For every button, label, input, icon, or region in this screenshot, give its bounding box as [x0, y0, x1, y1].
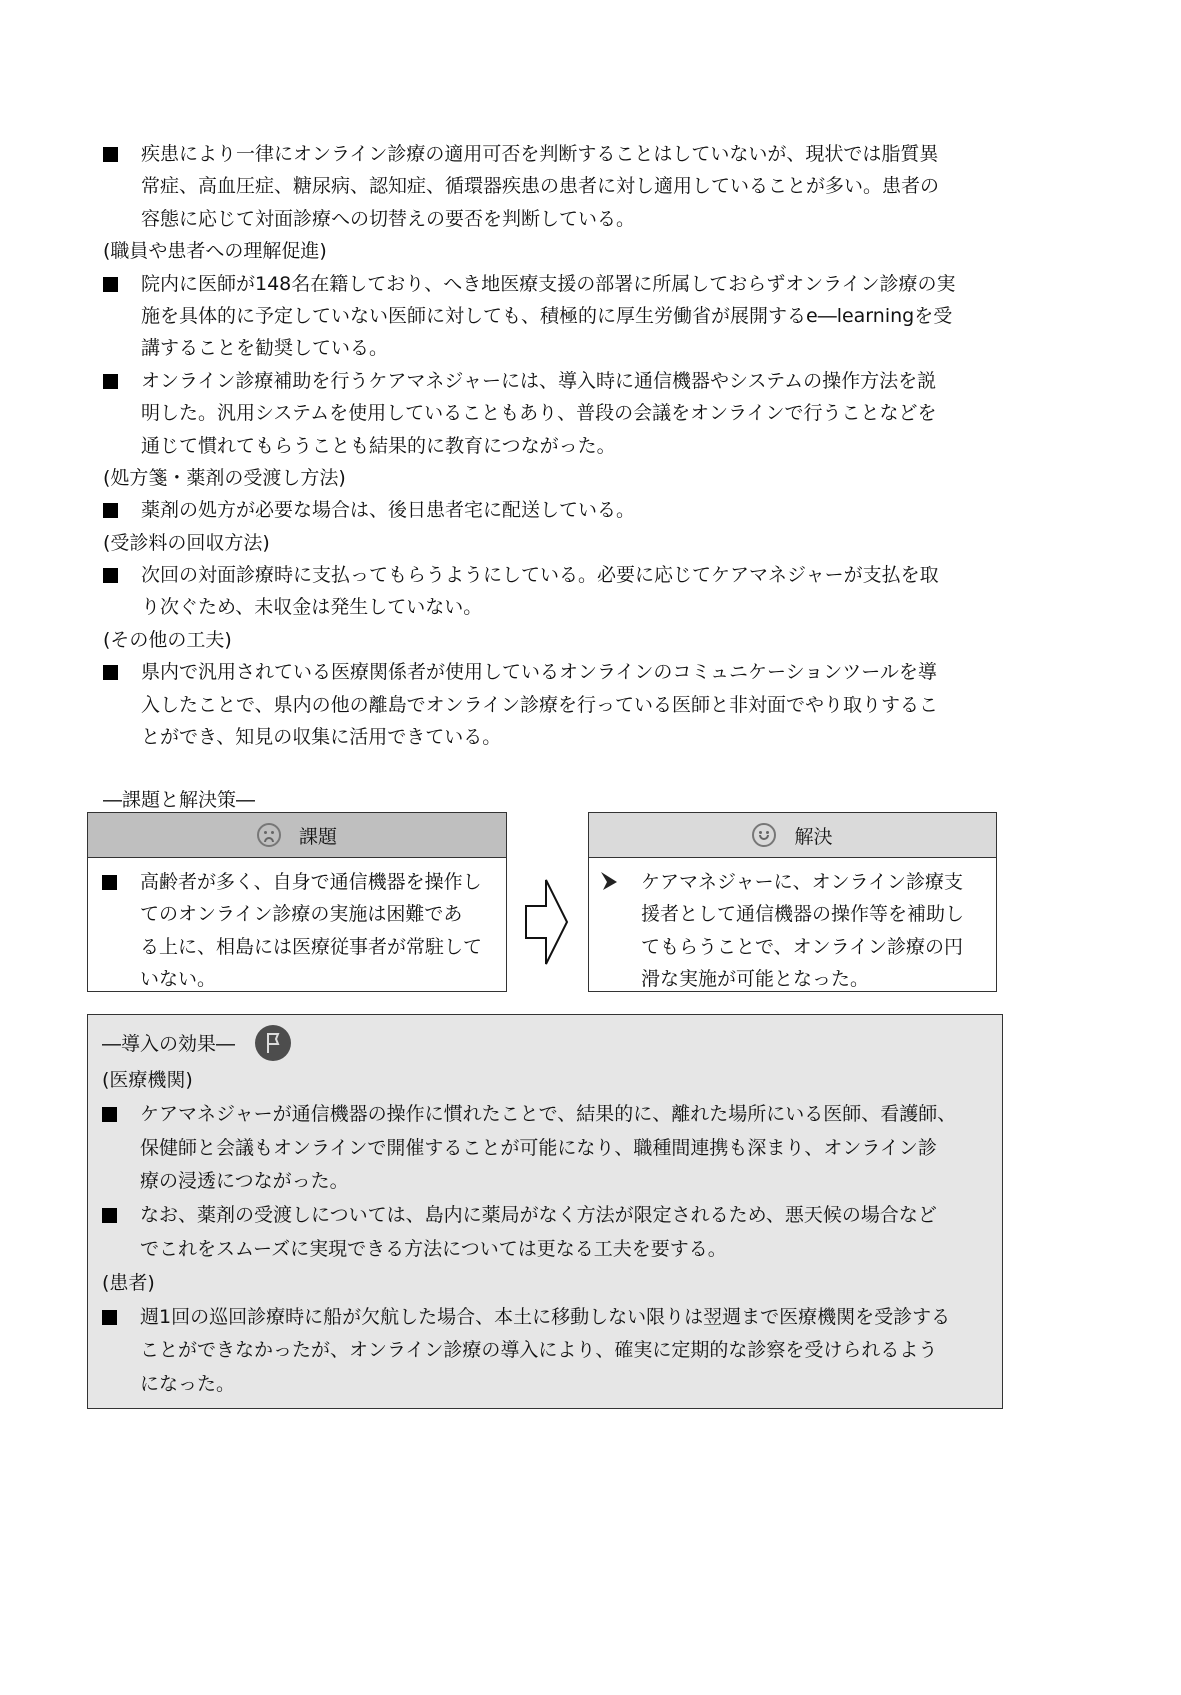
bullet-item-line: [103, 397, 1003, 429]
effect-body: [102, 1064, 956, 1402]
line-text: になった。: [140, 1373, 236, 1396]
sad-face-icon: [257, 823, 281, 847]
bullet-item-line: [102, 1132, 956, 1166]
line-text: 通じて慣れてもらうことも結果的に教育につながった。: [141, 434, 616, 457]
bullet-item-line: [103, 721, 1003, 753]
square-bullet-icon: [102, 875, 117, 890]
square-bullet-icon: [103, 147, 118, 162]
line-text: てのオンライン診療の実施は困難であ: [140, 903, 463, 926]
bullet-item-line: [103, 268, 1003, 300]
effect-title-row: [102, 1024, 956, 1064]
line-text: (受診料の回収方法): [103, 531, 270, 554]
box-line: [102, 963, 506, 995]
bullet-item-line: [103, 332, 1003, 364]
square-bullet-icon: [103, 503, 118, 518]
line-text: 滑な実施が可能となった。: [641, 968, 870, 991]
line-text: 薬剤の処方が必要な場合は、後日患者宅に配送している。: [141, 499, 636, 522]
line-text: 疾患により一律にオンライン診療の適用可否を判断することはしていないが、現状では脂質異: [141, 143, 939, 165]
line-text: り次ぐため、未収金は発生していない。: [141, 596, 483, 619]
line-text: る上に、相島には医療従事者が常駐して: [140, 935, 483, 958]
line-text: 入したことで、県内の他の離島でオンライン診療を行っている医師と非対面でやり取りするこ: [141, 693, 939, 716]
line-text: ケアマネジャーが通信機器の操作に慣れたことで、結果的に、離れた場所にいる医師、看護師、: [140, 1102, 957, 1125]
bullet-item-line: [103, 494, 1003, 526]
main-content: [103, 138, 1003, 753]
solution-body: [589, 858, 996, 996]
bullet-item-line: [103, 203, 1003, 235]
line-text: (その他の工夫): [103, 628, 232, 651]
line-text: 援者として通信機器の操作等を補助し: [641, 903, 965, 926]
line-text: いない。: [140, 968, 217, 991]
line-text: (職員や患者への理解促進): [103, 240, 327, 263]
solution-header-label: 解決: [794, 825, 833, 848]
line-text: 施を具体的に予定していない医師に対しても、積極的に厚生労働省が展開するe―learningを受: [141, 304, 953, 327]
line-text: とができ、知見の収集に活用できている。: [141, 726, 502, 749]
line-text: てもらうことで、オンライン診療の円: [641, 935, 964, 958]
box-line: [102, 931, 506, 963]
subsection-heading: [103, 624, 1003, 656]
line-text: 院内に医師が148名在籍しており、へき地医療支援の部署に所属しておらずオンライン診療の実: [141, 272, 956, 295]
box-line: [102, 898, 506, 930]
line-text: 容態に応じて対面診療への切替えの要否を判断している。: [141, 207, 636, 230]
bullet-item-line: [103, 689, 1003, 721]
solution-header: [589, 813, 996, 858]
box-line: [603, 898, 996, 930]
bullet-item-line: [103, 300, 1003, 332]
bullet-item-line: [103, 559, 1003, 591]
subsection-heading: [102, 1064, 956, 1098]
line-text: ケアマネジャーに、オンライン診療支: [641, 871, 964, 893]
box-line: [603, 963, 996, 995]
bullet-item-line: [103, 656, 1003, 688]
bullet-item-line: [103, 430, 1003, 462]
line-text: ことができなかったが、オンライン診療の導入により、確実に定期的な診察を受けられるよう: [140, 1339, 938, 1362]
effect-title: ―導入の効果―: [102, 1033, 236, 1055]
box-line: [603, 931, 996, 963]
solution-box: [588, 812, 997, 992]
bullet-item-line: [103, 365, 1003, 397]
line-text: 講することを勧奨している。: [141, 337, 389, 360]
line-text: 県内で汎用されている医療関係者が使用しているオンラインのコミュニケーションツールを導: [141, 661, 937, 684]
bullet-item-line: [103, 138, 1003, 170]
bullet-item-line: [102, 1199, 956, 1233]
issue-box: [87, 812, 507, 992]
box-line: [102, 866, 506, 898]
bullet-item-line: [102, 1165, 956, 1199]
line-text: なお、薬剤の受渡しについては、島内に薬局がなく方法が限定されるため、悪天候の場合など: [140, 1204, 937, 1227]
bullet-item-line: [102, 1233, 956, 1267]
square-bullet-icon: [103, 374, 118, 389]
issue-body: [88, 858, 506, 996]
bullet-item-line: [102, 1098, 956, 1132]
square-bullet-icon: [102, 1310, 117, 1325]
bullet-item-line: [102, 1334, 956, 1368]
square-bullet-icon: [102, 1208, 117, 1223]
smiley-face-icon: [752, 823, 776, 847]
line-text: 保健師と会議もオンラインで開催することが可能になり、職種間連携も深まり、オンライン診: [140, 1136, 937, 1159]
square-bullet-icon: [103, 665, 118, 680]
bullet-item-line: [103, 170, 1003, 202]
square-bullet-icon: [103, 568, 118, 583]
flag-icon: [255, 1025, 291, 1061]
line-text: 高齢者が多く、自身で通信機器を操作し: [140, 871, 482, 893]
square-bullet-icon: [102, 1107, 117, 1122]
line-text: でこれをスムーズに実現できる方法については更なる工夫を要する。: [140, 1237, 727, 1260]
line-text: 療の浸透につながった。: [140, 1170, 349, 1193]
bullet-item-line: [102, 1368, 956, 1402]
box-line: [603, 866, 996, 898]
line-text: 次回の対面診療時に支払ってもらうようにしている。必要に応じてケアマネジャーが支払を取: [141, 564, 939, 587]
line-text: (患者): [102, 1271, 155, 1294]
line-text: (処方箋・薬剤の受渡し方法): [103, 466, 346, 489]
subsection-heading: [103, 462, 1003, 494]
subsection-heading: [102, 1267, 956, 1301]
square-bullet-icon: [103, 277, 118, 292]
bullet-item-line: [102, 1301, 956, 1335]
challenge-section-title: ―課題と解決策―: [103, 789, 256, 811]
subsection-heading: [103, 527, 1003, 559]
issue-header: [88, 813, 506, 858]
right-arrow-icon: [524, 878, 570, 966]
issue-header-label: 課題: [298, 825, 337, 848]
bullet-item-line: [103, 591, 1003, 623]
line-text: (医療機関): [102, 1069, 193, 1091]
line-text: 明した。汎用システムを使用していることもあり、普段の会議をオンラインで行うことなどを: [141, 402, 937, 425]
line-text: 週1回の巡回診療時に船が欠航した場合、本土に移動しない限りは翌週まで医療機関を受診する: [140, 1305, 951, 1328]
line-text: オンライン診療補助を行うケアマネジャーには、導入時に通信機器やシステムの操作方法を説: [141, 369, 937, 392]
effect-box: [87, 1014, 1003, 1409]
subsection-heading: [103, 235, 1003, 267]
line-text: 常症、高血圧症、糖尿病、認知症、循環器疾患の患者に対し適用していることが多い。患者の: [141, 175, 940, 198]
